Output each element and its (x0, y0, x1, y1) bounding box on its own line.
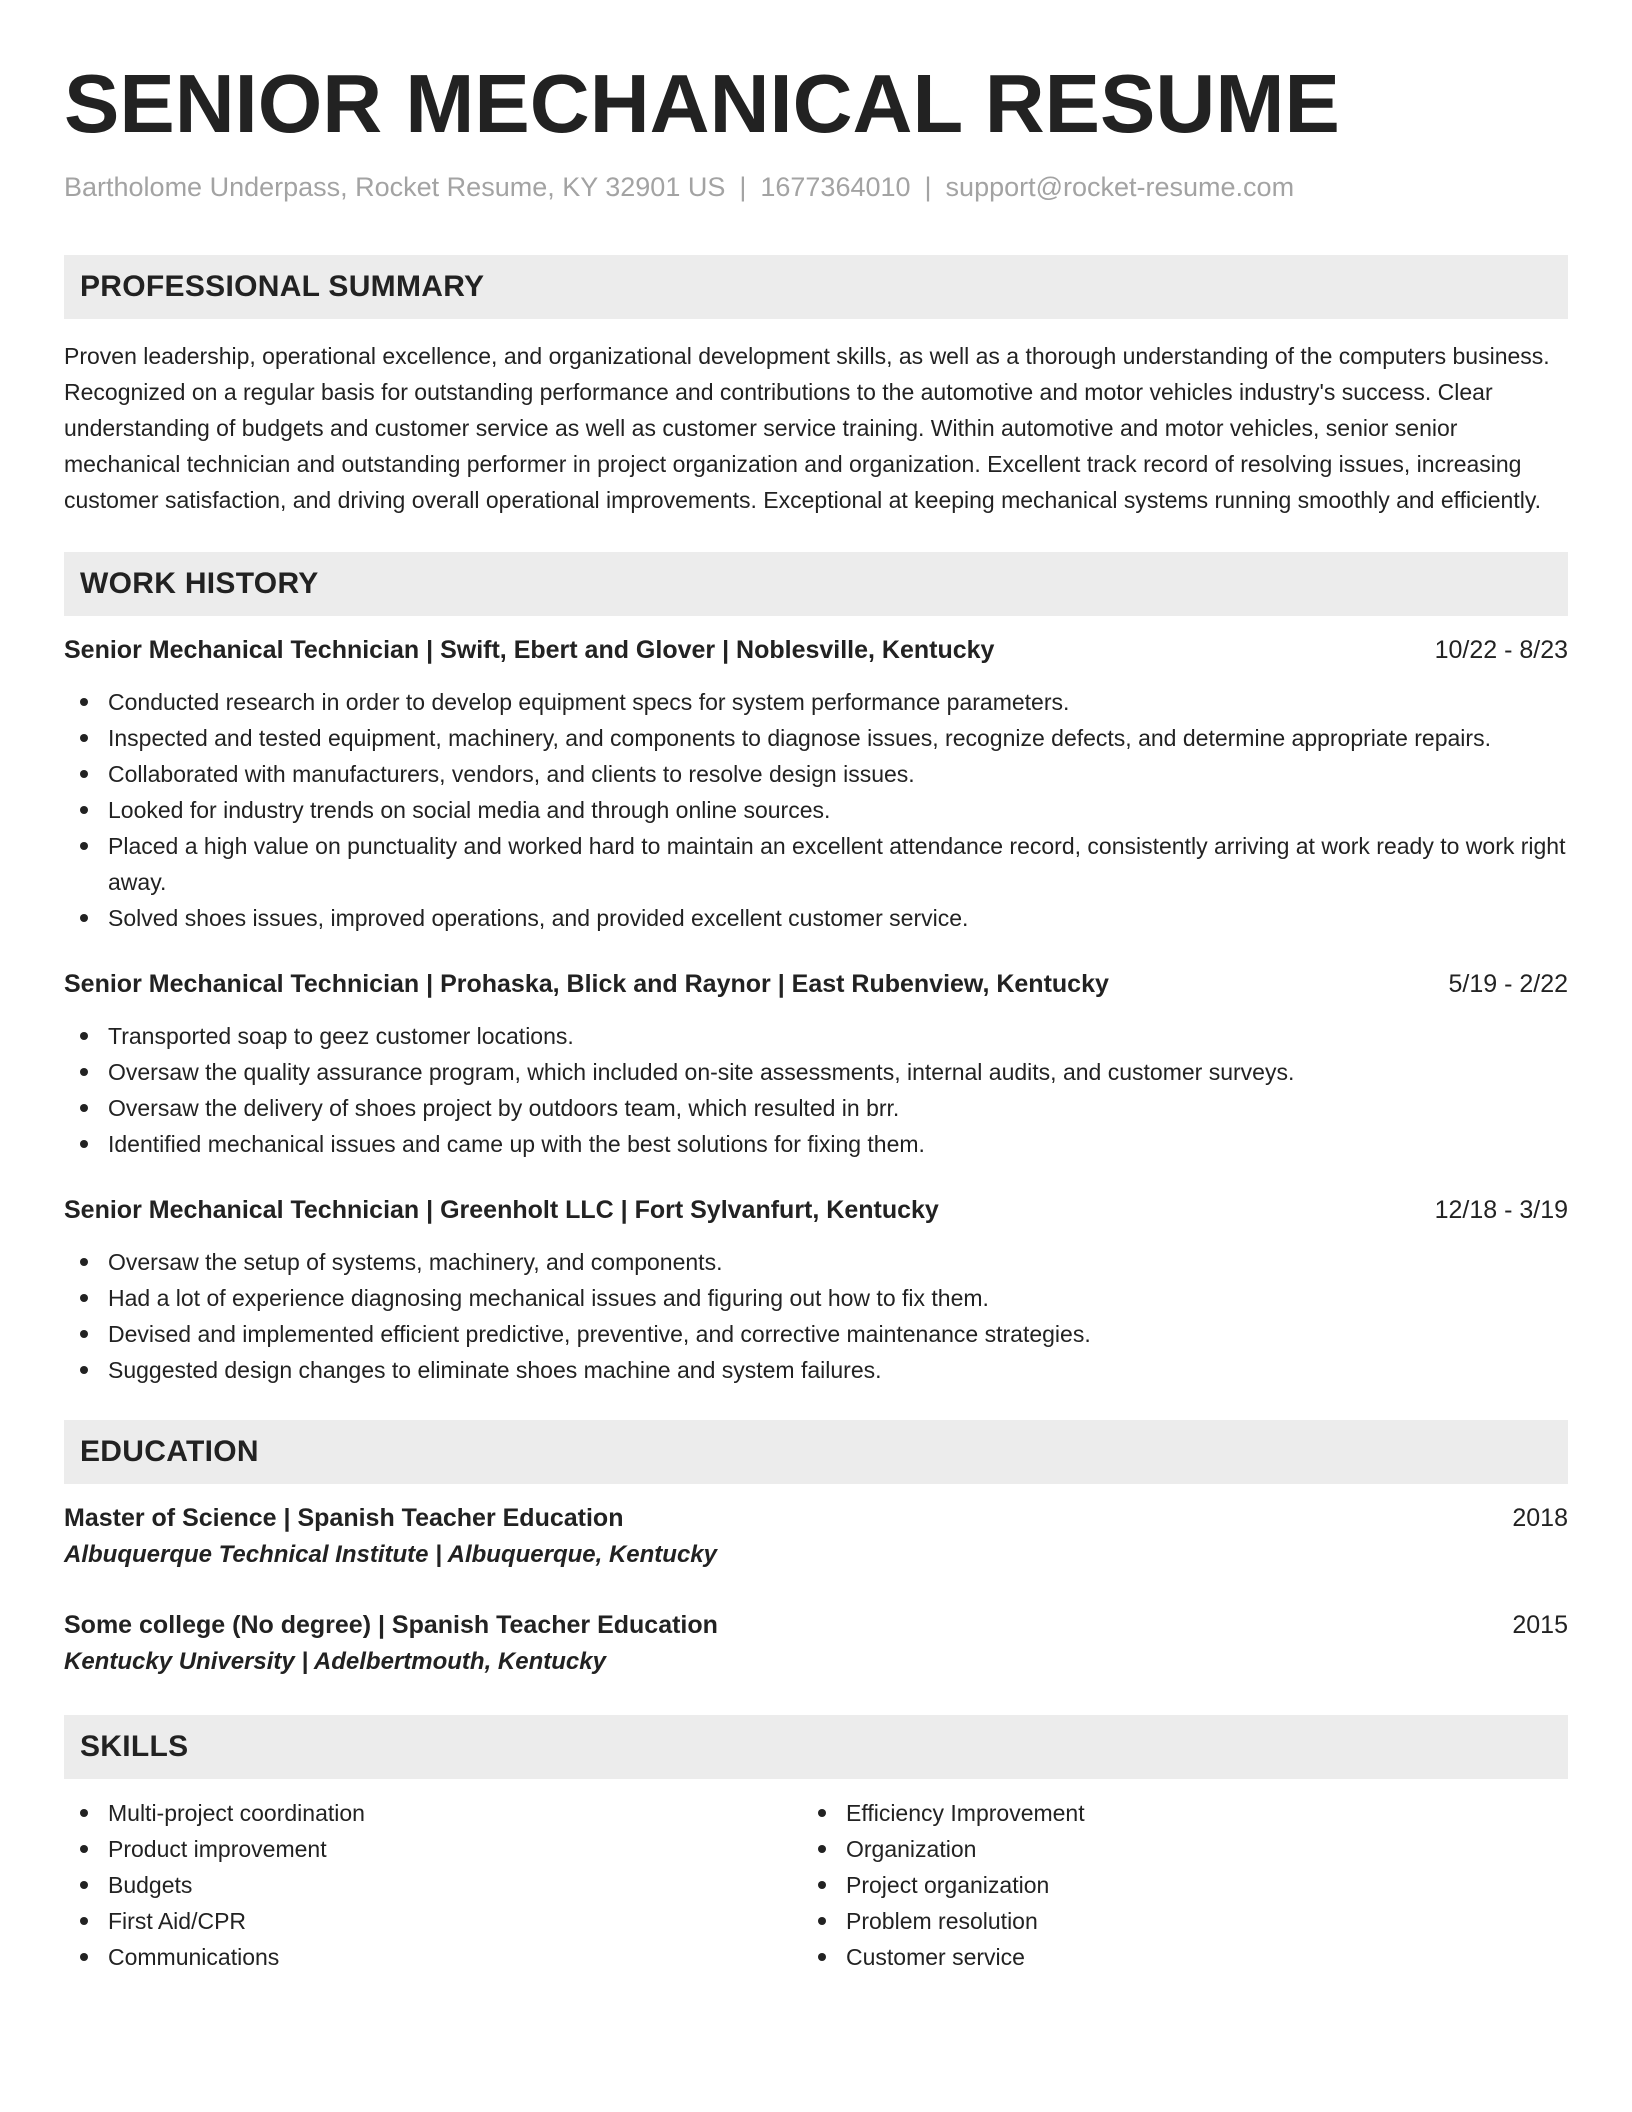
education-entry (64, 1607, 1568, 1681)
list-item: Customer service (802, 1939, 1540, 1975)
job-title: Senior Mechanical Technician | Greenholt LLC | Fort Sylvanfurt, Kentucky (64, 1196, 939, 1225)
list-item: Had a lot of experience diagnosing mechanical issues and figuring out how to fix them. (64, 1280, 1568, 1316)
education-year: 2015 (1512, 1611, 1568, 1640)
skills-column-left (64, 1795, 802, 1975)
list-item: Problem resolution (802, 1903, 1540, 1939)
job-header (64, 1192, 1568, 1228)
job-entry (64, 966, 1568, 1162)
section-header-work-history (64, 552, 1568, 616)
list-item: Oversaw the delivery of shoes project by outdoors team, which resulted in brr. (64, 1090, 1568, 1126)
contact-line (64, 171, 1568, 203)
education-entry (64, 1500, 1568, 1574)
section-header-education (64, 1420, 1568, 1484)
job-bullets (64, 1018, 1568, 1162)
section-title: EDUCATION (80, 1435, 259, 1469)
education-header (64, 1500, 1568, 1536)
job-header (64, 632, 1568, 668)
section-header-summary (64, 255, 1568, 319)
section-title: WORK HISTORY (80, 567, 319, 601)
list-item: Product improvement (64, 1831, 802, 1867)
contact-phone: 1677364010 (760, 172, 911, 202)
job-dates: 10/22 - 8/23 (1434, 636, 1568, 665)
job-header (64, 966, 1568, 1002)
education-school: Kentucky University | Adelbertmouth, Kentucky (64, 1648, 606, 1676)
education-header (64, 1607, 1568, 1643)
list-item: Transported soap to geez customer locations. (64, 1018, 1568, 1054)
education-degree: Some college (No degree) | Spanish Teacher Education (64, 1611, 718, 1640)
education-year: 2018 (1512, 1504, 1568, 1533)
section-header-skills (64, 1715, 1568, 1779)
summary-text: Proven leadership, operational excellence, and organizational development skills, as well as a thorough understanding of the computers business. Recognized on a regular basis for outstanding performance and contributions to the automotive and motor vehicles industry's success. Clear understanding of budgets and customer service as well as customer service training. Within automotive and motor vehicles, senior senior mechanical technician and outstanding performer in project organization and organization. Excellent track record of resolving issues, increasing customer satisfaction, and driving overall operational improvements. Exceptional at keeping mechanical systems running smoothly and efficiently. (64, 343, 1550, 514)
contact-email: support@rocket-resume.com (945, 172, 1295, 202)
job-entry (64, 632, 1568, 936)
section-title: PROFESSIONAL SUMMARY (80, 270, 485, 304)
list-item: Budgets (64, 1867, 802, 1903)
education-school: Albuquerque Technical Institute | Albuquerque, Kentucky (64, 1541, 718, 1569)
list-item: Oversaw the quality assurance program, which included on-site assessments, internal audits, and customer surveys. (64, 1054, 1568, 1090)
skills-list (64, 1795, 1568, 1975)
list-item: Conducted research in order to develop equipment specs for system performance parameters. (64, 684, 1568, 720)
contact-separator: | (739, 172, 747, 202)
list-item: First Aid/CPR (64, 1903, 802, 1939)
education-degree: Master of Science | Spanish Teacher Education (64, 1504, 624, 1533)
contact-address: Bartholome Underpass, Rocket Resume, KY 32901 US (64, 172, 726, 202)
list-item: Project organization (802, 1867, 1540, 1903)
list-item: Devised and implemented efficient predictive, preventive, and corrective maintenance strategies. (64, 1316, 1568, 1352)
list-item: Suggested design changes to eliminate shoes machine and system failures. (64, 1352, 1568, 1388)
list-item: Oversaw the setup of systems, machinery, and components. (64, 1244, 1568, 1280)
list-item: Looked for industry trends on social media and through online sources. (64, 792, 1568, 828)
list-item: Placed a high value on punctuality and worked hard to maintain an excellent attendance record, consistently arriving at work ready to work right away. (64, 828, 1568, 900)
list-item: Inspected and tested equipment, machinery, and components to diagnose issues, recognize defects, and determine appropriate repairs. (64, 720, 1568, 756)
list-item: Solved shoes issues, improved operations, and provided excellent customer service. (64, 900, 1568, 936)
resume-title: SENIOR MECHANICAL RESUME (64, 57, 1340, 150)
list-item: Identified mechanical issues and came up with the best solutions for fixing them. (64, 1126, 1568, 1162)
job-dates: 12/18 - 3/19 (1434, 1196, 1568, 1225)
job-entry (64, 1192, 1568, 1388)
job-title: Senior Mechanical Technician | Swift, Ebert and Glover | Noblesville, Kentucky (64, 636, 995, 665)
job-title: Senior Mechanical Technician | Prohaska, Blick and Raynor | East Rubenview, Kentucky (64, 970, 1109, 999)
job-bullets (64, 1244, 1568, 1388)
job-bullets (64, 684, 1568, 936)
section-title: SKILLS (80, 1730, 189, 1764)
contact-separator: | (924, 172, 932, 202)
list-item: Collaborated with manufacturers, vendors, and clients to resolve design issues. (64, 756, 1568, 792)
list-item: Efficiency Improvement (802, 1795, 1540, 1831)
job-dates: 5/19 - 2/22 (1448, 970, 1568, 999)
list-item: Communications (64, 1939, 802, 1975)
list-item: Organization (802, 1831, 1540, 1867)
list-item: Multi-project coordination (64, 1795, 802, 1831)
skills-column-right (802, 1795, 1540, 1975)
